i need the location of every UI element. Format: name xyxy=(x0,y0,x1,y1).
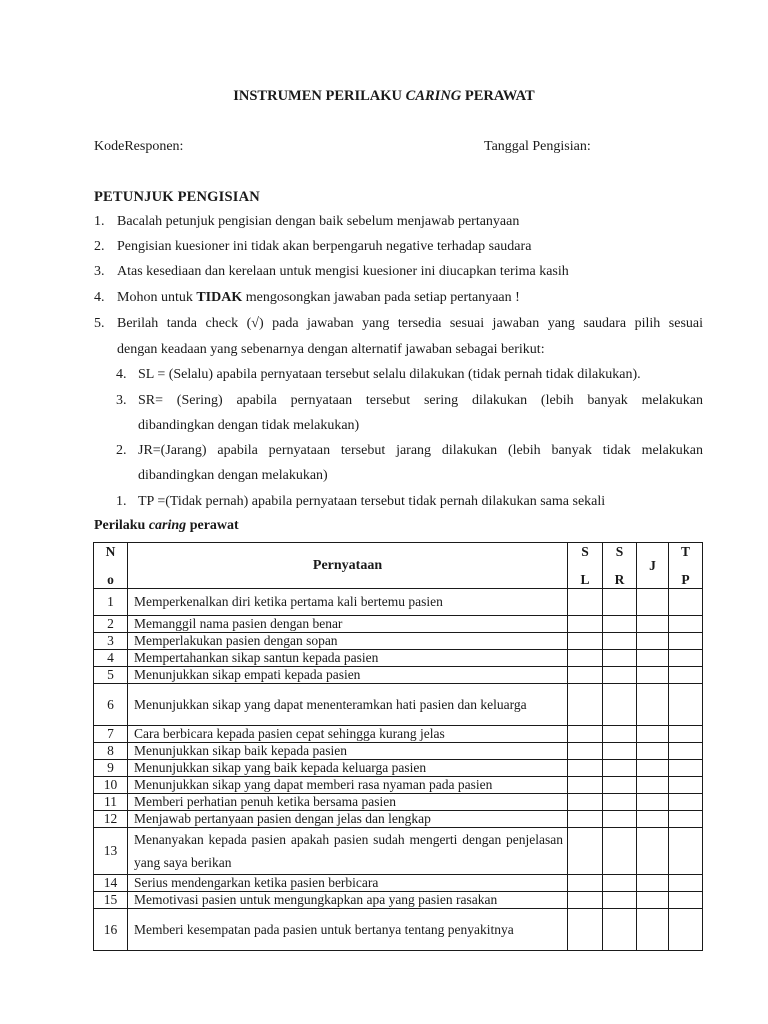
answer-cell-sl[interactable] xyxy=(568,828,603,875)
answer-cell-sl[interactable] xyxy=(568,650,603,667)
row-statement: Memberi kesempatan pada pasien untuk bertanya tentang penyakitnya xyxy=(128,909,568,951)
petunjuk-item: Pengisian kuesioner ini tidak akan berpengaruh negative terhadap saudara xyxy=(117,239,532,254)
answer-cell-sr[interactable] xyxy=(603,726,637,743)
table-row xyxy=(94,684,703,726)
row-statement: Menanyakan kepada pasien apakah pasien sudah mengerti dengan penjelasan yang saya berikan xyxy=(128,828,568,875)
answer-cell-sr[interactable] xyxy=(603,811,637,828)
answer-cell-sl[interactable] xyxy=(568,589,603,616)
answer-cell-sr[interactable] xyxy=(603,909,637,951)
row-statement: Serius mendengarkan ketika pasien berbicara xyxy=(128,875,568,892)
table-row xyxy=(94,589,703,616)
answer-cell-sr[interactable] xyxy=(603,875,637,892)
answer-cell-sl[interactable] xyxy=(568,726,603,743)
answer-cell-sr[interactable] xyxy=(603,743,637,760)
answer-cell-tp[interactable] xyxy=(669,811,703,828)
answer-cell-j[interactable] xyxy=(637,811,669,828)
answer-cell-sl[interactable] xyxy=(568,794,603,811)
row-statement: Menunjukkan sikap yang dapat menenteramkan hati pasien dan keluarga xyxy=(128,684,568,726)
answer-cell-tp[interactable] xyxy=(669,650,703,667)
row-number: 1 xyxy=(94,589,128,616)
answer-cell-sl[interactable] xyxy=(568,811,603,828)
header-sl-bottom: L xyxy=(580,571,590,587)
answer-cell-sr[interactable] xyxy=(603,760,637,777)
answer-cell-tp[interactable] xyxy=(669,616,703,633)
petunjuk-item: Bacalah petunjuk pengisian dengan baik sebelum menjawab pertanyaan xyxy=(117,214,520,229)
answer-cell-j[interactable] xyxy=(637,828,669,875)
row-statement: Cara berbicara kepada pasien cepat sehingga kurang jelas xyxy=(128,726,568,743)
answer-cell-tp[interactable] xyxy=(669,743,703,760)
petunjuk-text: Mohon untuk xyxy=(117,290,197,305)
row-number: 14 xyxy=(94,875,128,892)
row-number: 10 xyxy=(94,777,128,794)
header-pernyataan: Pernyataan xyxy=(128,543,568,589)
option-num: 4. xyxy=(116,367,127,382)
answer-cell-sr[interactable] xyxy=(603,892,637,909)
answer-cell-sl[interactable] xyxy=(568,743,603,760)
answer-cell-sr[interactable] xyxy=(603,616,637,633)
petunjuk-item-continued: dengan keadaan yang sebenarnya dengan alternatif jawaban sebagai berikut: xyxy=(117,342,545,357)
row-statement: Memperlakukan pasien dengan sopan xyxy=(128,633,568,650)
row-statement: Menjawab pertanyaan pasien dengan jelas dan lengkap xyxy=(128,811,568,828)
answer-cell-sr[interactable] xyxy=(603,828,637,875)
table-row xyxy=(94,616,703,633)
row-number: 5 xyxy=(94,667,128,684)
row-statement: Memanggil nama pasien dengan benar xyxy=(128,616,568,633)
petunjuk-item xyxy=(117,290,520,306)
row-number: 7 xyxy=(94,726,128,743)
row-number: 6 xyxy=(94,684,128,726)
answer-cell-sr[interactable] xyxy=(603,633,637,650)
header-sl-top: S xyxy=(581,543,589,559)
answer-cell-sl[interactable] xyxy=(568,667,603,684)
petunjuk-num: 1. xyxy=(94,214,105,229)
row-number: 13 xyxy=(94,828,128,875)
table-row xyxy=(94,794,703,811)
header-tp-top: T xyxy=(680,543,690,559)
table-row xyxy=(94,633,703,650)
petunjuk-num: 2. xyxy=(94,239,105,254)
row-number: 2 xyxy=(94,616,128,633)
row-number: 12 xyxy=(94,811,128,828)
table-row xyxy=(94,892,703,909)
row-number: 4 xyxy=(94,650,128,667)
header-tp xyxy=(669,543,703,589)
answer-cell-sl[interactable] xyxy=(568,760,603,777)
answer-cell-sr[interactable] xyxy=(603,684,637,726)
answer-cell-j[interactable] xyxy=(637,909,669,951)
header-no xyxy=(94,543,128,589)
table-row xyxy=(94,760,703,777)
table-heading xyxy=(94,518,239,534)
option-sr: SR= (Sering) apabila pernyataan tersebut sering dilakukan (lebih banyak melakukan xyxy=(138,393,703,408)
answer-cell-j[interactable] xyxy=(637,726,669,743)
answer-cell-tp[interactable] xyxy=(669,794,703,811)
row-statement: Menunjukkan sikap baik kepada pasien xyxy=(128,743,568,760)
option-num: 1. xyxy=(116,494,127,509)
answer-cell-tp[interactable] xyxy=(669,633,703,650)
answer-cell-j[interactable] xyxy=(637,616,669,633)
answer-cell-tp[interactable] xyxy=(669,828,703,875)
answer-cell-tp[interactable] xyxy=(669,726,703,743)
row-number: 15 xyxy=(94,892,128,909)
header-no-bottom: o xyxy=(107,571,114,587)
header-no-top: N xyxy=(105,543,116,559)
row-number: 11 xyxy=(94,794,128,811)
answer-cell-tp[interactable] xyxy=(669,875,703,892)
answer-cell-j[interactable] xyxy=(637,667,669,684)
title-prefix: INSTRUMEN PERILAKU xyxy=(233,88,406,104)
row-statement: Memperkenalkan diri ketika pertama kali bertemu pasien xyxy=(128,589,568,616)
row-number: 8 xyxy=(94,743,128,760)
option-sr-continued: dibandingkan dengan tidak melakukan) xyxy=(138,418,360,433)
header-sl xyxy=(568,543,603,589)
answer-cell-sl[interactable] xyxy=(568,909,603,951)
option-num: 2. xyxy=(116,443,127,458)
header-tp-bottom: P xyxy=(681,571,690,587)
petunjuk-num: 4. xyxy=(94,290,105,305)
answer-cell-tp[interactable] xyxy=(669,589,703,616)
answer-cell-j[interactable] xyxy=(637,875,669,892)
petunjuk-emphasis: TIDAK xyxy=(196,290,243,305)
answer-cell-sl[interactable] xyxy=(568,777,603,794)
answer-cell-sr[interactable] xyxy=(603,667,637,684)
answer-cell-sr[interactable] xyxy=(603,794,637,811)
row-number: 3 xyxy=(94,633,128,650)
answer-cell-j[interactable] xyxy=(637,760,669,777)
table-heading-suffix: perawat xyxy=(186,518,239,533)
answer-cell-j[interactable] xyxy=(637,777,669,794)
answer-cell-sr[interactable] xyxy=(603,650,637,667)
title-italic-word: CARING xyxy=(405,88,462,104)
answer-cell-j[interactable] xyxy=(637,743,669,760)
petunjuk-item: Berilah tanda check (√) pada jawaban yang tersedia sesuai jawaban yang saudara pilih sesuai xyxy=(117,316,703,331)
table-row xyxy=(94,650,703,667)
document-title xyxy=(0,88,768,105)
option-jr-continued: dibandingkan dengan melakukan) xyxy=(138,468,328,483)
answer-cell-j[interactable] xyxy=(637,794,669,811)
petunjuk-text: mengosongkan jawaban pada setiap pertanyaan ! xyxy=(242,290,520,305)
answer-cell-j[interactable] xyxy=(637,684,669,726)
table-row xyxy=(94,777,703,794)
answer-cell-tp[interactable] xyxy=(669,777,703,794)
answer-cell-tp[interactable] xyxy=(669,667,703,684)
answer-cell-j[interactable] xyxy=(637,633,669,650)
petunjuk-item: Atas kesediaan dan kerelaan untuk mengisi kuesioner ini diucapkan terima kasih xyxy=(117,264,569,279)
row-statement: Menunjukkan sikap empati kepada pasien xyxy=(128,667,568,684)
answer-cell-sl[interactable] xyxy=(568,684,603,726)
answer-cell-tp[interactable] xyxy=(669,909,703,951)
header-j: J xyxy=(637,543,669,589)
title-suffix: PERAWAT xyxy=(461,88,535,104)
answer-cell-tp[interactable] xyxy=(669,892,703,909)
answer-cell-j[interactable] xyxy=(637,892,669,909)
table-row xyxy=(94,875,703,892)
table-row xyxy=(94,828,703,875)
answer-cell-tp[interactable] xyxy=(669,760,703,777)
table-heading-italic: caring xyxy=(148,518,187,533)
option-tp: TP =(Tidak pernah) apabila pernyataan tersebut tidak pernah dilakukan sama sekali xyxy=(138,494,606,509)
table-row xyxy=(94,726,703,743)
answer-cell-j[interactable] xyxy=(637,589,669,616)
row-statement: Menunjukkan sikap yang dapat memberi rasa nyaman pada pasien xyxy=(128,777,568,794)
row-statement: Menunjukkan sikap yang baik kepada keluarga pasien xyxy=(128,760,568,777)
table-row xyxy=(94,667,703,684)
answer-cell-j[interactable] xyxy=(637,650,669,667)
answer-cell-tp[interactable] xyxy=(669,684,703,726)
petunjuk-num: 3. xyxy=(94,264,105,279)
questionnaire-table xyxy=(93,542,703,951)
row-statement: Memberi perhatian penuh ketika bersama pasien xyxy=(128,794,568,811)
table-heading-prefix: Perilaku xyxy=(94,518,149,533)
option-num: 3. xyxy=(116,393,127,408)
table-row xyxy=(94,909,703,951)
table-header-row xyxy=(94,543,703,589)
answer-cell-sl[interactable] xyxy=(568,892,603,909)
tanggal-pengisian-label: Tanggal Pengisian: xyxy=(484,139,591,154)
table-row xyxy=(94,743,703,760)
petunjuk-heading: PETUNJUK PENGISIAN xyxy=(94,189,260,205)
table-row xyxy=(94,811,703,828)
answer-cell-sr[interactable] xyxy=(603,589,637,616)
row-statement: Memotivasi pasien untuk mengungkapkan apa yang pasien rasakan xyxy=(128,892,568,909)
answer-cell-sl[interactable] xyxy=(568,633,603,650)
answer-cell-sr[interactable] xyxy=(603,777,637,794)
petunjuk-num: 5. xyxy=(94,316,105,331)
answer-cell-sl[interactable] xyxy=(568,616,603,633)
row-number: 16 xyxy=(94,909,128,951)
header-sr-bottom: R xyxy=(614,571,625,587)
row-number: 9 xyxy=(94,760,128,777)
header-sr xyxy=(603,543,637,589)
option-jr: JR=(Jarang) apabila pernyataan tersebut jarang dilakukan (lebih banyak tidak melakukan xyxy=(138,443,703,458)
kode-responen-label: KodeResponen: xyxy=(94,139,184,154)
option-sl: SL = (Selalu) apabila pernyataan tersebut selalu dilakukan (tidak pernah tidak dilakukan). xyxy=(138,367,641,382)
header-sr-top: S xyxy=(615,543,624,559)
row-statement: Mempertahankan sikap santun kepada pasien xyxy=(128,650,568,667)
answer-cell-sl[interactable] xyxy=(568,875,603,892)
